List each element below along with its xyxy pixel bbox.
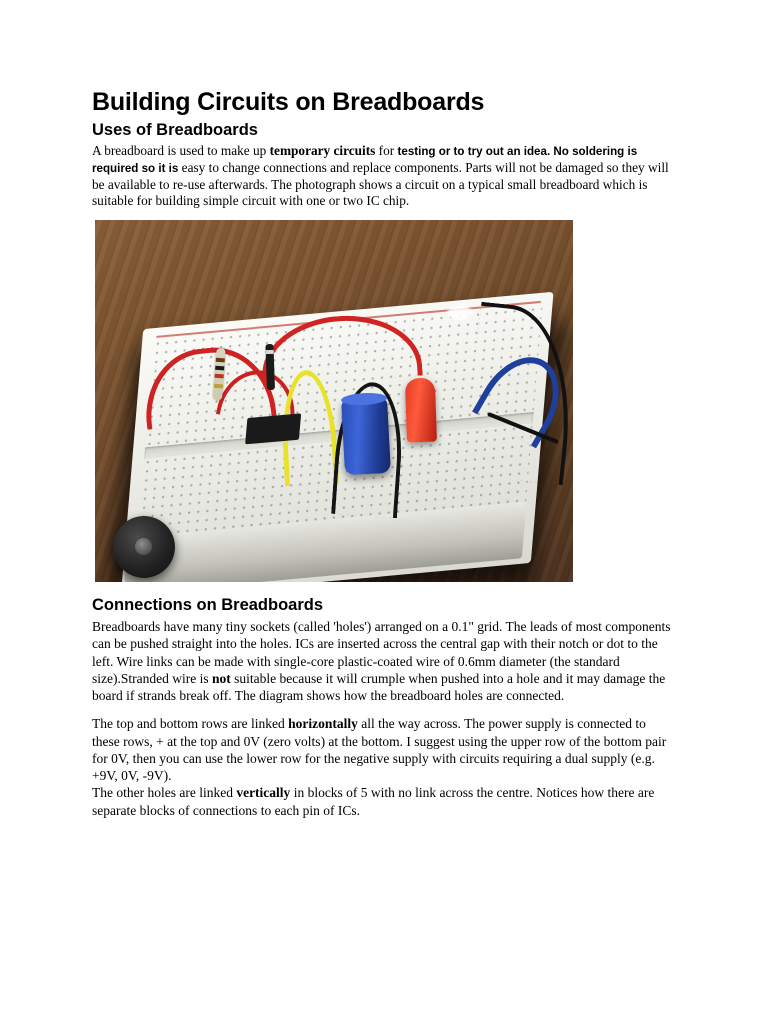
run-2-1-bold-horizontally: horizontally <box>288 716 358 732</box>
intro-run-1: A breadboard is used to make up <box>92 143 270 158</box>
run-3-0: The other holes are linked <box>92 785 237 801</box>
resistor-band-2 <box>215 366 224 371</box>
resistor-band-3 <box>215 374 224 379</box>
intro-bold-no-soldering: testing or to try out an idea. No soldering is required so it is <box>92 145 638 175</box>
paragraph-connections-3 <box>92 784 676 819</box>
intro-run-2: for <box>375 143 398 158</box>
breadboard-photo <box>95 220 573 582</box>
run-1-1-bold-not: not <box>211 670 231 686</box>
run-1-0: Breadboards have many tiny sockets (called 'holes') arranged on a 0.1" grid. The leads of most components can be pushed straight into the holes. ICs are inserted across the central gap with their notch or dot to the left. Wire links can be made with single-core plastic-coated wire of 0.6mm diameter (the standard size).Stranded wire is <box>92 619 671 686</box>
resistor-band-1 <box>216 358 225 363</box>
paragraph-connections-2 <box>92 715 676 784</box>
ic-chip <box>245 413 301 444</box>
section-heading-connections: Connections on Breadboards <box>92 596 324 614</box>
run-3-2: in blocks of 5 with no link across the centre. Notices how there are separate blocks of connections to each pin of ICs. <box>92 785 655 818</box>
intro-paragraph <box>92 143 676 210</box>
page-title: Building Circuits on Breadboards <box>92 88 485 116</box>
resistor-band-4 <box>214 384 223 389</box>
paragraph-connections-1 <box>92 618 676 704</box>
intro-run-3: easy to change connections and replace components. Parts will not be damaged so they will be available to re-use afterwards. The photograph shows a circuit on a typical small breadboard which is suitable for building simple circuit with one or two IC chip. <box>92 159 669 209</box>
section-heading-uses: Uses of Breadboards <box>92 121 258 139</box>
run-2-0: The top and bottom rows are linked <box>92 716 289 732</box>
run-2-2: all the way across. The power supply is connected to these rows, + at the top and 0V (zero volts) at the bottom. I suggest using the upper row of the bottom pair for 0V, then you can use the lower row for the negative supply with circuits requiring a dual supply (e.g. +9V, 0V, -9V). <box>92 716 667 784</box>
electrolytic-capacitor <box>341 397 391 475</box>
highlight-reflection <box>447 306 473 320</box>
diode-component <box>265 344 275 390</box>
black-knob <box>113 516 175 578</box>
photo-background <box>95 220 573 582</box>
red-led <box>405 378 437 443</box>
diode-cathode-stripe <box>266 350 274 354</box>
run-1-2: suitable because it will crumple when pushed into a hole and it may damage the board if strands break off. The diagram shows how the breadboard holes are connected. <box>92 670 666 704</box>
intro-bold-temporary-circuits: temporary circuits <box>269 143 376 158</box>
run-3-1-bold-vertically: vertically <box>236 785 291 801</box>
knob-center <box>135 538 152 555</box>
